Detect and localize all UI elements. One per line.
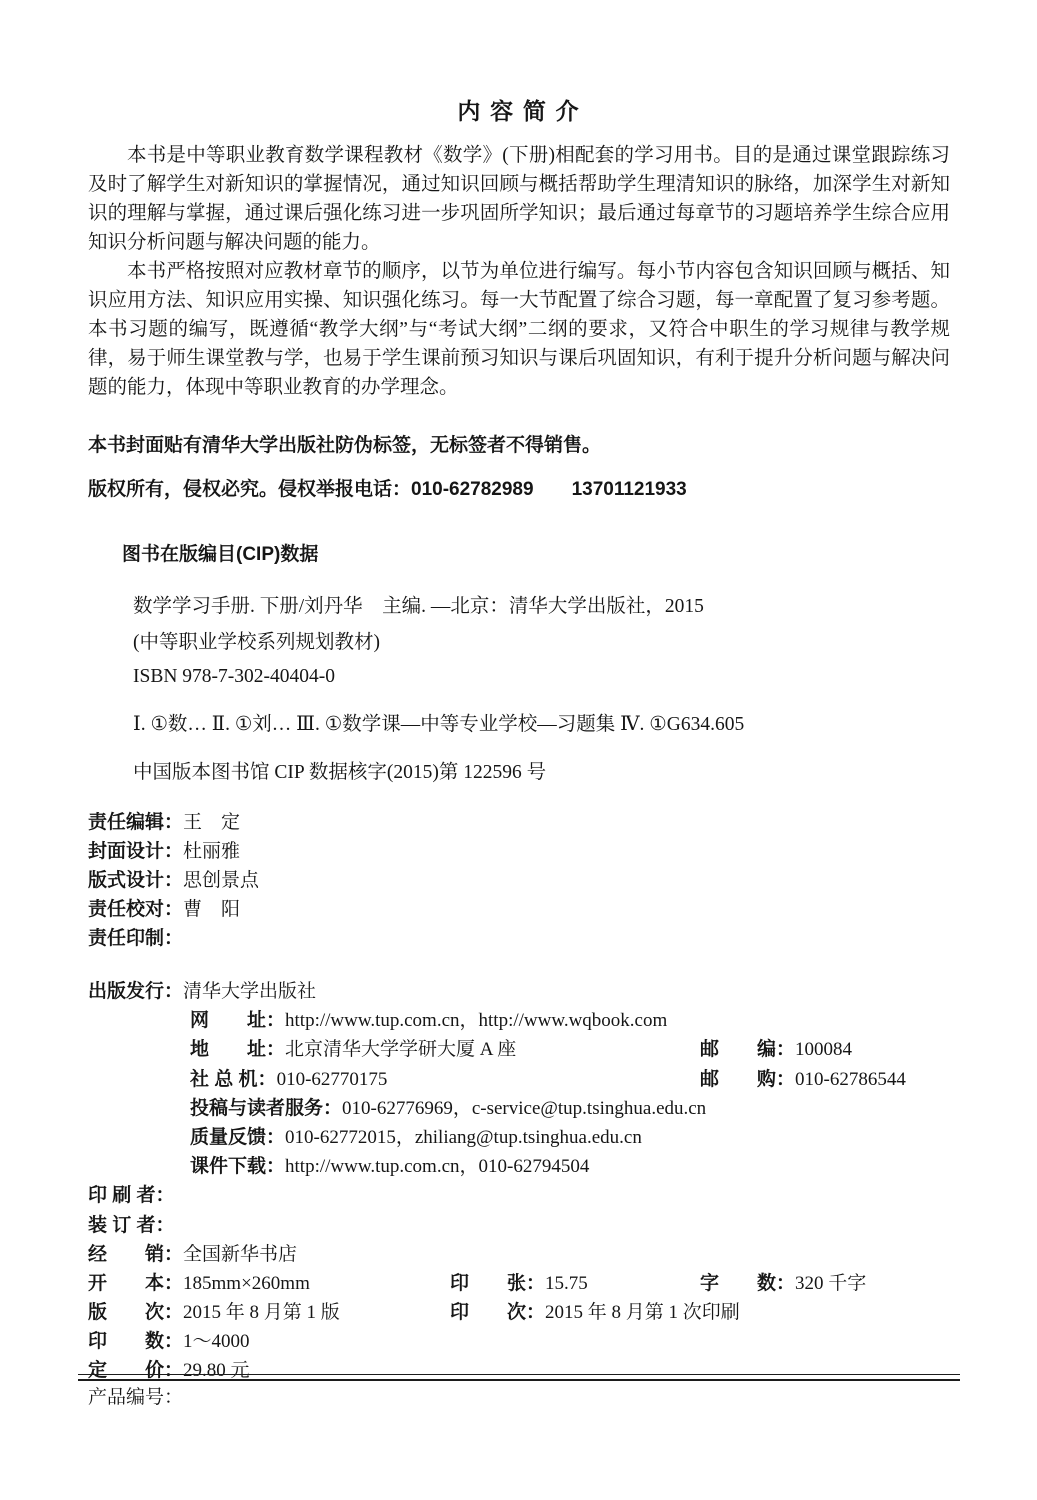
field-label: 责任印制： xyxy=(88,928,184,949)
field-value: 010-62772015，zhiliang@tup.tsinghua.edu.cn xyxy=(285,1126,642,1148)
anti-piracy-notice: 本书封面贴有清华大学出版社防伪标签，无标签者不得销售。 xyxy=(88,435,602,456)
field-value: 010-62770175 xyxy=(276,1068,388,1090)
staff-row-cover-design xyxy=(88,837,950,866)
field-value: 全国新华书店 xyxy=(183,1243,298,1265)
field-label: 课件下载： xyxy=(190,1156,286,1178)
cip-record-number: 中国版本图书馆 CIP 数据核字(2015)第 122596 号 xyxy=(133,762,547,783)
colophon-row-website xyxy=(88,1006,950,1035)
colophon-row-printer xyxy=(88,1181,950,1210)
staff-row-layout-design xyxy=(88,866,950,895)
staff-block xyxy=(88,808,950,953)
colophon-row-quality-feedback xyxy=(88,1123,950,1152)
colophon-row-switchboard xyxy=(88,1065,950,1094)
product-number-field: 产品编号： xyxy=(88,1387,184,1408)
field-label: 版式设计： xyxy=(88,870,184,891)
colophon-block xyxy=(88,977,950,1386)
field-value: 王 定 xyxy=(183,812,241,833)
footer-divider xyxy=(78,1374,960,1381)
field-value: 2015 年 8 月第 1 版 xyxy=(183,1302,340,1324)
field-label: 印 刷 者： xyxy=(88,1185,175,1207)
field-value: 杜丽雅 xyxy=(183,841,241,862)
intro-paragraph-2: 本书严格按照对应教材章节的顺序，以节为单位进行编写。每小节内容包含知识回顾与概括、知识应用方法、知识应用实操、知识强化练习。每一大节配置了综合习题，每一章配置了复习参考题。本书习题的编写，既遵循“教学大纲”与“考试大纲”二纲的要求，又符合中职生的学习规律与教学规律，易于师生课堂教与学，也易于学生课前预习知识与课后巩固知识，有利于提升分析问题与解决问题的能力，体现中等职业教育的办学理念。 xyxy=(88,261,950,398)
colophon-row-address xyxy=(88,1035,950,1064)
field-label: 封面设计： xyxy=(88,841,184,862)
field-value: 北京清华大学学研大厦 A 座 xyxy=(285,1039,517,1061)
page-content xyxy=(88,0,950,1386)
field-value: http://www.tup.com.cn，010-62794504 xyxy=(285,1156,590,1178)
field-label: 版 次： xyxy=(88,1302,184,1324)
mail-order-field xyxy=(700,1065,906,1094)
impression-field xyxy=(450,1298,740,1327)
field-label: 出版发行： xyxy=(88,981,184,1002)
staff-row-editor xyxy=(88,808,950,837)
field-value: 320 千字 xyxy=(795,1272,867,1294)
field-label: 地 址： xyxy=(190,1039,286,1061)
field-label: 字 数： xyxy=(700,1272,796,1294)
field-label: 经 销： xyxy=(88,1243,184,1265)
field-value: 曹 阳 xyxy=(183,899,241,920)
field-value: 15.75 xyxy=(545,1272,588,1294)
field-value: 清华大学出版社 xyxy=(183,981,317,1002)
colophon-row-publisher xyxy=(88,977,950,1006)
cip-isbn: ISBN 978-7-302-40404-0 xyxy=(133,666,336,687)
staff-row-proofreader xyxy=(88,895,950,924)
field-label: 网 址： xyxy=(190,1010,286,1032)
field-label: 责任编辑： xyxy=(88,812,184,833)
cip-header: 图书在版编目(CIP)数据 xyxy=(122,544,319,565)
word-count-field xyxy=(700,1269,866,1298)
field-label: 印 次： xyxy=(450,1302,546,1324)
cip-block xyxy=(88,542,950,786)
field-label: 装 订 者： xyxy=(88,1214,175,1236)
print-sheets-field xyxy=(450,1269,588,1298)
cip-classification: Ⅰ. ①数… Ⅱ. ①刘… Ⅲ. ①数学课—中等专业学校—习题集 Ⅳ. ①G634.605 xyxy=(133,714,745,735)
field-value: http://www.tup.com.cn，http://www.wqbook.com xyxy=(285,1010,668,1032)
field-value: 29.80 元 xyxy=(183,1360,250,1382)
colophon-row-binder xyxy=(88,1211,950,1240)
field-value: 100084 xyxy=(795,1039,853,1061)
field-value: 010-62786544 xyxy=(795,1068,906,1090)
field-label: 投稿与读者服务： xyxy=(190,1097,343,1119)
colophon-row-reader-service xyxy=(88,1094,950,1123)
field-label: 邮 购： xyxy=(700,1068,796,1090)
field-value: 010-62776969，c-service@tup.tsinghua.edu.cn xyxy=(342,1097,707,1119)
colophon-row-courseware-download xyxy=(88,1152,950,1181)
field-label: 开 本： xyxy=(88,1272,184,1294)
colophon-row-distributor xyxy=(88,1240,950,1269)
page-title: 内 容 简 介 xyxy=(457,99,581,124)
copyright-notice: 版权所有，侵权必究。侵权举报电话：010-62782989 13701121933 xyxy=(88,479,687,500)
field-label: 邮 编： xyxy=(700,1039,796,1061)
postcode-field xyxy=(700,1035,852,1064)
staff-row-print-supervisor xyxy=(88,924,950,953)
colophon-row-print-run xyxy=(88,1327,950,1356)
cip-series: (中等职业学校系列规划教材) xyxy=(133,632,380,653)
colophon-row-edition xyxy=(88,1298,950,1327)
intro-paragraph-1: 本书是中等职业教育数学课程教材《数学》(下册)相配套的学习用书。目的是通过课堂跟踪练习及时了解学生对新知识的掌握情况，通过知识回顾与概括帮助学生理清知识的脉络，加深学生对新知识的理解与掌握，通过课后强化练习进一步巩固所学知识；最后通过每章节的习题培养学生综合应用知识分析问题与解决问题的能力。 xyxy=(88,145,950,253)
field-label: 印 数： xyxy=(88,1331,184,1353)
field-value: 185mm×260mm xyxy=(183,1272,310,1294)
colophon-row-price xyxy=(88,1356,950,1385)
colophon-row-format xyxy=(88,1269,950,1298)
field-value: 2015 年 8 月第 1 次印刷 xyxy=(545,1302,740,1324)
field-value: 思创景点 xyxy=(183,870,260,891)
field-label: 印 张： xyxy=(450,1272,546,1294)
cip-entry: 数学学习手册. 下册/刘丹华 主编. —北京：清华大学出版社，2015 xyxy=(133,596,704,617)
field-value: 1～4000 xyxy=(183,1331,250,1353)
field-label: 定 价： xyxy=(88,1360,184,1382)
field-label: 责任校对： xyxy=(88,899,184,920)
field-label: 社 总 机： xyxy=(190,1068,277,1090)
field-label: 质量反馈： xyxy=(190,1126,286,1148)
